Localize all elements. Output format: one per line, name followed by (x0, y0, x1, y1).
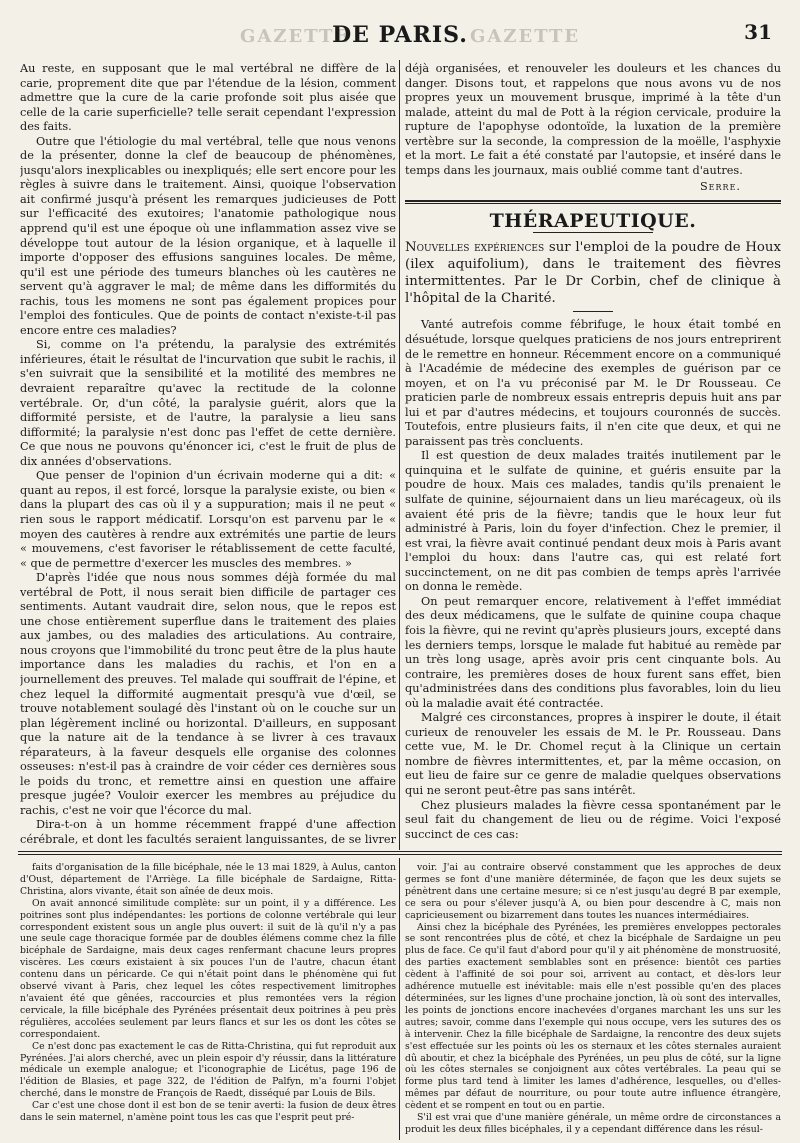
paragraph: Au reste, en supposant que le mal vertébral ne diffère de la carie, proprement dite que par l'étendue de la lésion, comment admettre que la cure de la carie profonde soit plus aisée que celle de la carie superficielle? telle serait cependant l'expression des faits. (20, 62, 396, 134)
bleed-through-text-right: GAZETTE (470, 26, 581, 47)
upper-right-column (405, 62, 781, 845)
paragraph: Malgré ces circonstances, propres à inspirer le doute, il était curieux de renouveler les essais de M. le Pr. Rousseau. Dans cette vue, M. le Dr. Chomel reçut à la Clinique un certain nombre de fièvres intermittentes, et, par la même occasion, on eut lieu de faire sur ce genre de maladie quelques observations qui ne seront peut-être pas sans intérêt. (405, 711, 781, 797)
column-divider-upper (399, 60, 400, 850)
bleed-through-text-left: GAZETTE (240, 26, 351, 47)
continued-paragraph: déjà organisées, et renouveler les douleurs et les chances du danger. Disons tout, et rappelons que nous avons vu de nos propres yeux un mouvement brusque, imprimé à la tête d'un malade, atteint du mal de Pott à la région cervicale, produire la rupture de l'apophyse odontoïde, la luxation de la première vertèbre sur la seconde, la compression de la moëlle, l'asphyxie et la mort. Le fait a été constaté par l'autopsie, et inséré dans le temps dans les journaux, mais oublié comme tant d'autres. (405, 62, 781, 177)
paragraph: Que penser de l'opinion d'un écrivain moderne qui a dit: « quant au repos, il est forcé, lorsque la paralysie existe, ou bien « dans la plupart des cas où il y a suppuration; mais il ne peut « rien sous le rapport médicatif. Lorsqu'on est parvenu par le « moyen des cautères à rendre aux extrémités une partie de leurs « mouvemens, c'est favoriser le rétablissement de cette faculté, « que de permettre d'exercer les muscles des membres. » (20, 469, 396, 570)
running-head-title: DE PARIS. (332, 22, 468, 48)
paragraph: Il est question de deux malades traités inutilement par le quinquina et le sulfate de quinine, et guéris ensuite par la poudre de houx. Mais ces malades, tandis qu'ils prenaient le sulfate de quinine, séjournaient dans un lieu marécageux, où ils avaient été pris de la fièvre; tandis que le houx leur fut administré à Paris, loin du foyer d'infection. Chez le premier, il est vrai, la fièvre avait continué pendant deux mois à Paris avant l'emploi du houx: dans l'autre cas, qui est relaté fort succinctement, on ne dit pas combien de temps après l'arrivée on donna le remède. (405, 449, 781, 594)
paragraph: voir. J'ai au contraire observé constamment que les approches de deux germes se font d'une manière déterminée, de façon que les deux sujets se pénètrent dans une certaine mesure; si ce n'est jusqu'au degré B par exemple, ce sera ou pour s'élever jusqu'à A, ou bien pour descendre à C, mais non capricieusement ou bizarrement dans toutes les nuances intermédiaires. (405, 862, 781, 921)
paragraph: Ainsi chez la bicéphale des Pyrénées, les premières enveloppes pectorales se sont rencontrées plus de côté, et chez la bicéphale de Sardaigne un peu plus de face. Ce qu'il faut d'abord pour qu'il y ait phénomène de monstruosité, des parties exactement semblables sont en présence: bientôt ces parties cèdent à l'affinité de soi pour soi, arrivent au contact, et dès-lors leur adhérence mutuelle est inévitable: mais elle n'est possible qu'en des places déterminées, sur les lignes d'une prochaine jonction, là où sont des intervalles, les points de jonctions encore inachevées d'organes marchant les uns sur les autres; savoir, comme dans l'exemple qui nous occupe, vers les sutures des os à intervenir. Chez la fille bicéphale de Sardaigne, la rencontre des deux sujets s'est effectuée sur les points où les os sternaux et les côtes sternales auraient dû aboutir, et chez la bicéphale des Pyrénées, un peu plus de côté, sur la ligne où les côtes sternales se conjoignent aux côtes vertébrales. La peau qui se forme plus tard tend à limiter les lames d'adhérence, lesquelles, ou d'elles-mêmes par défaut de nourriture, ou pour toute autre influence étrangère, cèdent et se rompent en tout ou en partie. (405, 921, 781, 1112)
paragraph: D'après l'idée que nous nous sommes déjà formée du mal vertébral de Pott, il nous serait bien difficile de partager ces sentiments. Autant vaudrait dire, selon nous, que le repos est une chose entièrement superflue dans le traitement des plaies aux jambes, ou des maladies des articulations. Au contraire, nous croyons que l'immobilité du tronc peut être de la plus haute importance dans les maladies du rachis, et l'on en a journellement des preuves. Tel malade qui souffrait de l'épine, et chez lequel la difformité augmentait presqu'à vue d'œil, se trouve notablement soulagé dès l'instant où on le couche sur un plan légèrement incliné ou horizontal. D'ailleurs, en supposant que la nature ait de la tendance à se livrer à ces travaux réparateurs, à la faveur desquels elle organise des colonnes osseuses: n'est-il pas à craindre de voir céder ces dernières sous le poids du tronc, et remettre ainsi en question une affaire presque jugée? Vouloir exercer les membres au préjudice du rachis, c'est ne voir que l'écorce du mal. (20, 571, 396, 817)
paragraph: faits d'organisation de la fille bicéphale, née le 13 mai 1829, à Aulus, canton d'Oust, département de l'Arriège. La fille bicéphale de Sardaigne, Ritta-Christina, alors vivante, était son aînée de deux mois. (20, 862, 396, 897)
lower-right-column (405, 862, 781, 1140)
paragraph: Outre que l'étiologie du mal vertébral, telle que nous venons de la présenter, donne la clef de beaucoup de phénomènes, jusqu'alors inexplicables ou inexpliqués; elle sert encore pour les règles à suivre dans le traitement. Ainsi, quoique l'observation ait confirmé jusqu'à présent les remarques judicieuses de Pott sur l'efficacité des exutoires; l'anatomie pathologique nous apprend qu'il est une époque où une inflammation assez vive se développe tout autour de la lésion organique, et à laquelle il importe d'opposer des effusions sanguines locales. De même, qu'il est une période des tumeurs blanches où les cautères ne servent qu'à aggraver le mal; de même dans les difformités du rachis, tous les momens ne sont pas également propices pour l'emploi des fonticules. Que de points de contact n'existe-t-il pas encore entre ces maladies? (20, 134, 396, 337)
paragraph: On peut remarquer encore, relativement à l'effet immédiat des deux médicamens, que le sulfate de quinine coupa chaque fois la fièvre, qui ne revint qu'après plusieurs jours, excepté dans les derniers temps, lorsque le malade fut habitué au remède par un très long usage, après avoir pris cent cinquante bols. Au contraire, les premières doses de houx furent sans effet, bien qu'administrées dans des conditions plus favorables, loin du lieu où la maladie avait été contractée. (405, 594, 781, 710)
paragraph: S'il est vrai que d'une manière générale, un même ordre de circonstances a produit les deux filles bicéphales, il y a cependant différence dans les résul- (405, 1112, 781, 1135)
page-number: 31 (744, 20, 772, 44)
paragraph: Vanté autrefois comme fébrifuge, le houx était tombé en désuétude, lorsque quelques praticiens de nos jours entreprirent de le remettre en honneur. Récemment encore on a communiqué à l'Académie de médecine des exemples de guérison par ce moyen, et on l'a vu préconisé par M. le Dr Rousseau. Ce praticien parle de nombreux essais entrepris depuis huit ans par lui et par d'autres médecins, et toujours couronnés de succès. Toutefois, entre plusieurs faits, il n'en cite que deux, et qui ne paraissent pas très concluents. (405, 318, 781, 448)
title-underline (533, 232, 653, 233)
article-lead (405, 239, 781, 307)
paragraph: Car c'est une chose dont il est bon de se tenir averti: la fusion de deux êtres dans le sein maternel, n'amène point tous les cas que l'esprit peut pré- (20, 1100, 396, 1124)
article-lead-caps: Nouvelles expériences (405, 240, 545, 256)
paragraph: Chez plusieurs malades la fièvre cessa spontanément par le seul fait du changement de lieu ou de régime. Voici l'exposé succinct de ces cas: (405, 798, 781, 841)
paragraph: Ce n'est donc pas exactement le cas de Ritta-Christina, qui fut reproduit aux Pyrénées. J'ai alors cherché, avec un plein espoir d'y réussir, dans la littérature médicale un exemple analogue; et l'iconographie de Licétus, page 196 de l'édition de Blasies, et page 322, de l'édition de Palfyn, m'a fourni l'objet cherché, dans le monstre de François de Raedt, disséqué par Louis de Bils. (20, 1040, 396, 1100)
section-title: THÉRAPEUTIQUE. (489, 209, 697, 232)
feuilleton-rule-top (18, 851, 782, 852)
author-signature: Serre. (699, 180, 741, 194)
feuilleton-rule-bottom (18, 854, 782, 855)
paragraph: On avait annoncé similitude complète: sur un point, il y a différence. Les poitrines sont plus indépendantes: les portions de colonne vertébrale qui leur correspondent existent sous un angle plus ouvert: il suit de là qu'il n'y a pas une seule cage thoracique formée par de doubles élémens comme chez la fille bicéphale de Sardaigne, mais deux cages renfermant chacune leurs propres viscères. Les cœurs existaient à six pouces l'un de l'autre, chacun étant contenu dans un péricarde. Ce qui n'était point dans le phénomène qui fut observé vivant à Paris, chez lequel les côtes respectivement limitrophes n'avaient été que gênées, raccourcies et plus remontées vers la région cervicale, la fille bicéphale des Pyrénées présentait deux poitrines à peu près régulières, accolées seulement par leurs flancs et sur les os dont les côtes se correspondaient. (20, 897, 396, 1040)
section-separator (405, 200, 781, 204)
upper-left-column (20, 62, 396, 845)
column-divider-lower (399, 858, 400, 1140)
paragraph: Dira-t-on à un homme récemment frappé d'une affection cérébrale, et dont les facultés seraient languissantes, de se livrer (20, 818, 396, 845)
short-divider (573, 311, 613, 312)
paragraph: Si, comme on l'a prétendu, la paralysie des extrémités inférieures, était le résultat de l'incurvation que subit le rachis, il s'en suivrait que la sensibilité et la motilité des membres ne devraient reparaître qu'avec la rectitude de la colonne vertébrale. Or, d'un côté, la paralysie guérit, alors que la difformité persiste, et de l'autre, la paralysie a lieu sans difformité; la paralysie n'est donc pas l'effet de cette dernière. Ce que nous ne pouvons qu'énoncer ici, c'est le fruit de plus de dix années d'observations. (20, 338, 396, 468)
lower-left-column (20, 862, 396, 1140)
article-lead-text: sur l'emploi de la poudre de Houx (ilex aquifolium), dans le traitement des fièvres intermittentes. Par le Dr Corbin, chef de clinique à l'hôpital de la Charité. (405, 240, 781, 307)
